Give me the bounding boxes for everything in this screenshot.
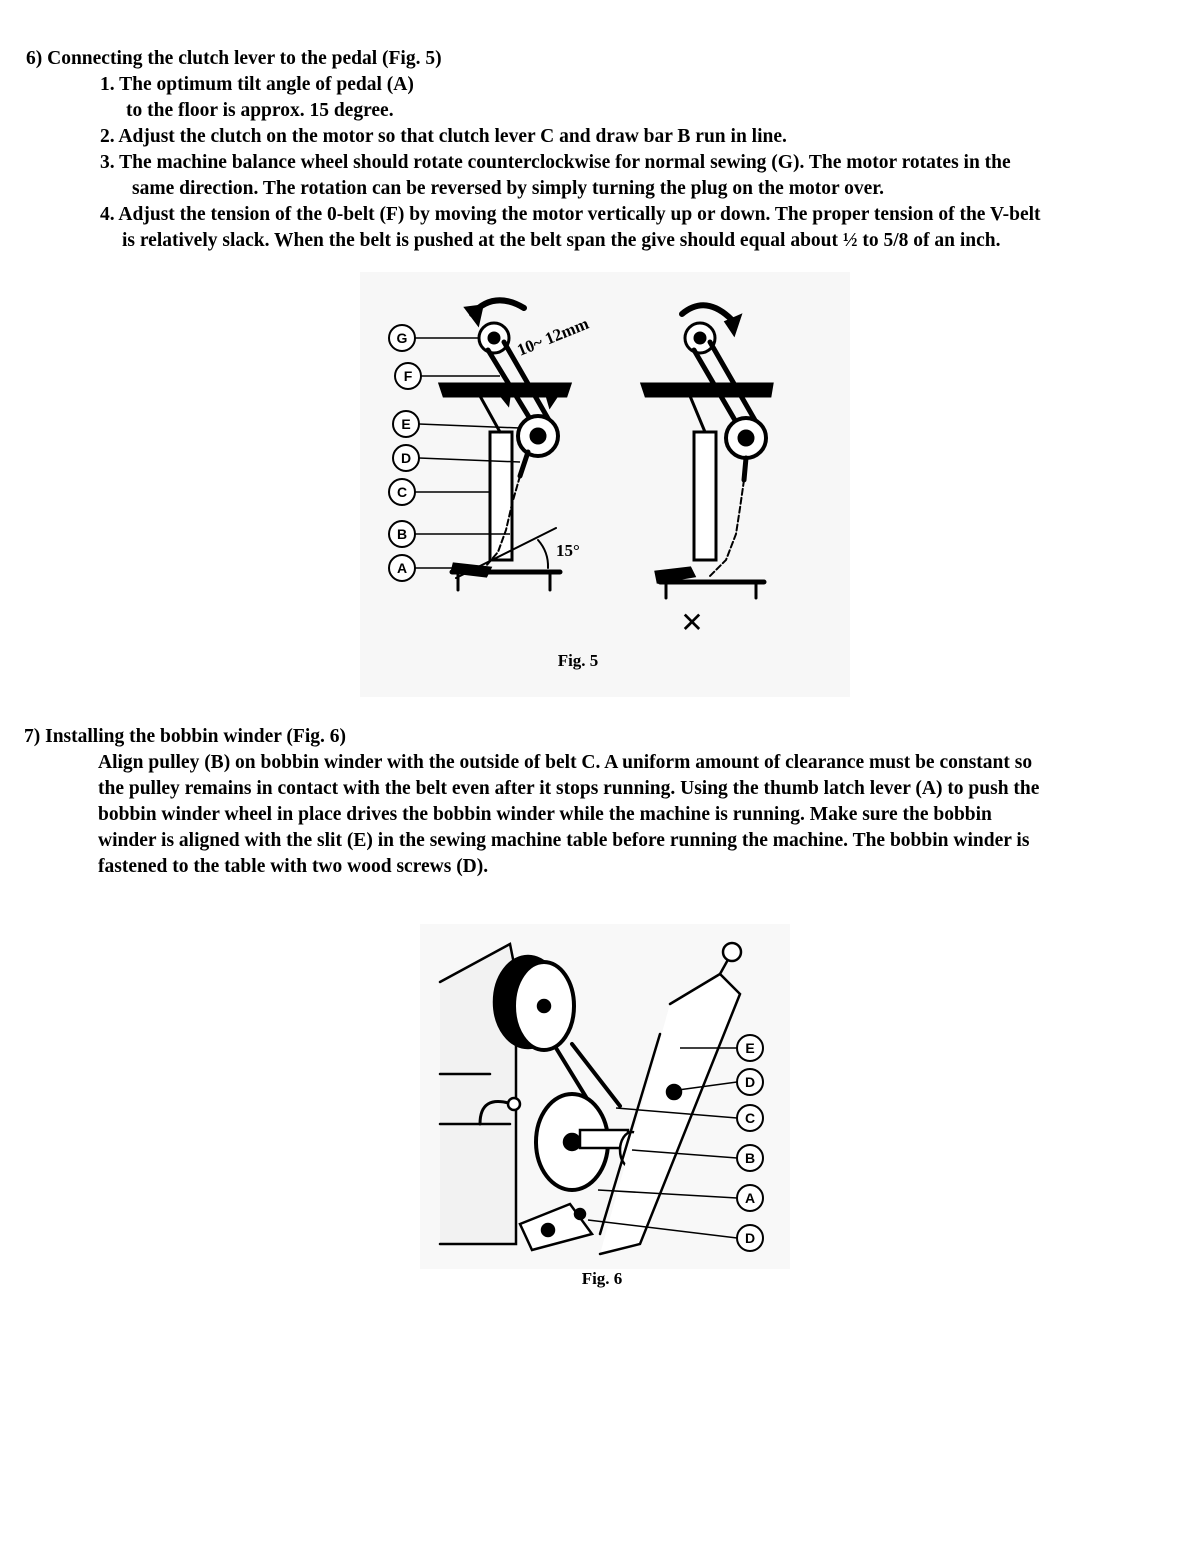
fig5-label-g: G: [396, 330, 408, 346]
fig6-label-e: E: [745, 1040, 755, 1056]
section-7-heading: 7) Installing the bobbin winder (Fig. 6): [24, 726, 346, 747]
fig6-screw-top: [723, 943, 741, 961]
section-7-line-4: winder is aligned with the slit (E) in the sewing machine table before running the machine. The bobbin winder is: [98, 830, 1030, 851]
item-4-line-1: 4. Adjust the tension of the 0-belt (F) by moving the motor vertically up or down. The proper tension of the V-belt: [100, 204, 1041, 225]
fig6-label-a: A: [744, 1190, 756, 1206]
item-3-line-1: 3. The machine balance wheel should rotate counterclockwise for normal sewing (G). The motor rotates in the: [100, 152, 1011, 173]
fig5-caption: Fig. 5: [557, 651, 599, 670]
section-6-heading: 6) Connecting the clutch lever to the pedal (Fig. 5): [26, 48, 442, 69]
section-7-line-3: bobbin winder wheel in place drives the bobbin winder while the machine is running. Make sure the bobbin: [98, 804, 992, 825]
fig5-label-a: A: [396, 560, 408, 576]
item-2: 2. Adjust the clutch on the motor so that clutch lever C and draw bar B run in line.: [100, 126, 787, 147]
fig5-label-f: F: [403, 368, 413, 384]
fig6-wood-screw: [667, 1085, 681, 1099]
section-7-line-1: Align pulley (B) on bobbin winder with the outside of belt C. A uniform amount of clearance must be constant so: [98, 752, 1033, 773]
figure-6: [420, 924, 790, 1294]
section-7-line-5: fastened to the table with two wood screws (D).: [98, 856, 489, 877]
item-4-line-2: is relatively slack. When the belt is pushed at the belt span the give should equal about ½ to 5/8 of an inch.: [122, 230, 1001, 251]
fig5-label-b: B: [396, 526, 408, 542]
fig6-caption: Fig. 6: [581, 1269, 623, 1288]
fig6-label-d-lower: D: [744, 1230, 756, 1246]
figure-5: [360, 272, 850, 697]
section-7-line-2: the pulley remains in contact with the belt even after it stops running. Using the thumb latch lever (A) to push the: [98, 778, 1040, 799]
fig5-label-d: D: [400, 450, 412, 466]
fig5-label-e: E: [401, 416, 411, 432]
fig5-wrong-mark-icon: ✕: [680, 606, 704, 639]
fig5-stand-right: [694, 432, 716, 560]
fig5-dimension-label: 10~ 12mm: [514, 313, 592, 360]
fig5-stand-left: [490, 432, 512, 560]
fig6-label-b: B: [744, 1150, 756, 1166]
fig5-background: [360, 272, 850, 697]
item-1-line-2: to the floor is approx. 15 degree.: [126, 100, 394, 121]
fig5-angle-label: 15°: [556, 541, 580, 560]
fig6-label-d-upper: D: [744, 1074, 756, 1090]
item-1-line-1: 1. The optimum tilt angle of pedal (A): [100, 74, 414, 95]
fig5-table-top-right: [642, 384, 772, 396]
item-3-line-2: same direction. The rotation can be reversed by simply turning the plug on the motor over.: [132, 178, 885, 199]
fig5-label-c: C: [396, 484, 408, 500]
fig6-label-c: C: [744, 1110, 756, 1126]
